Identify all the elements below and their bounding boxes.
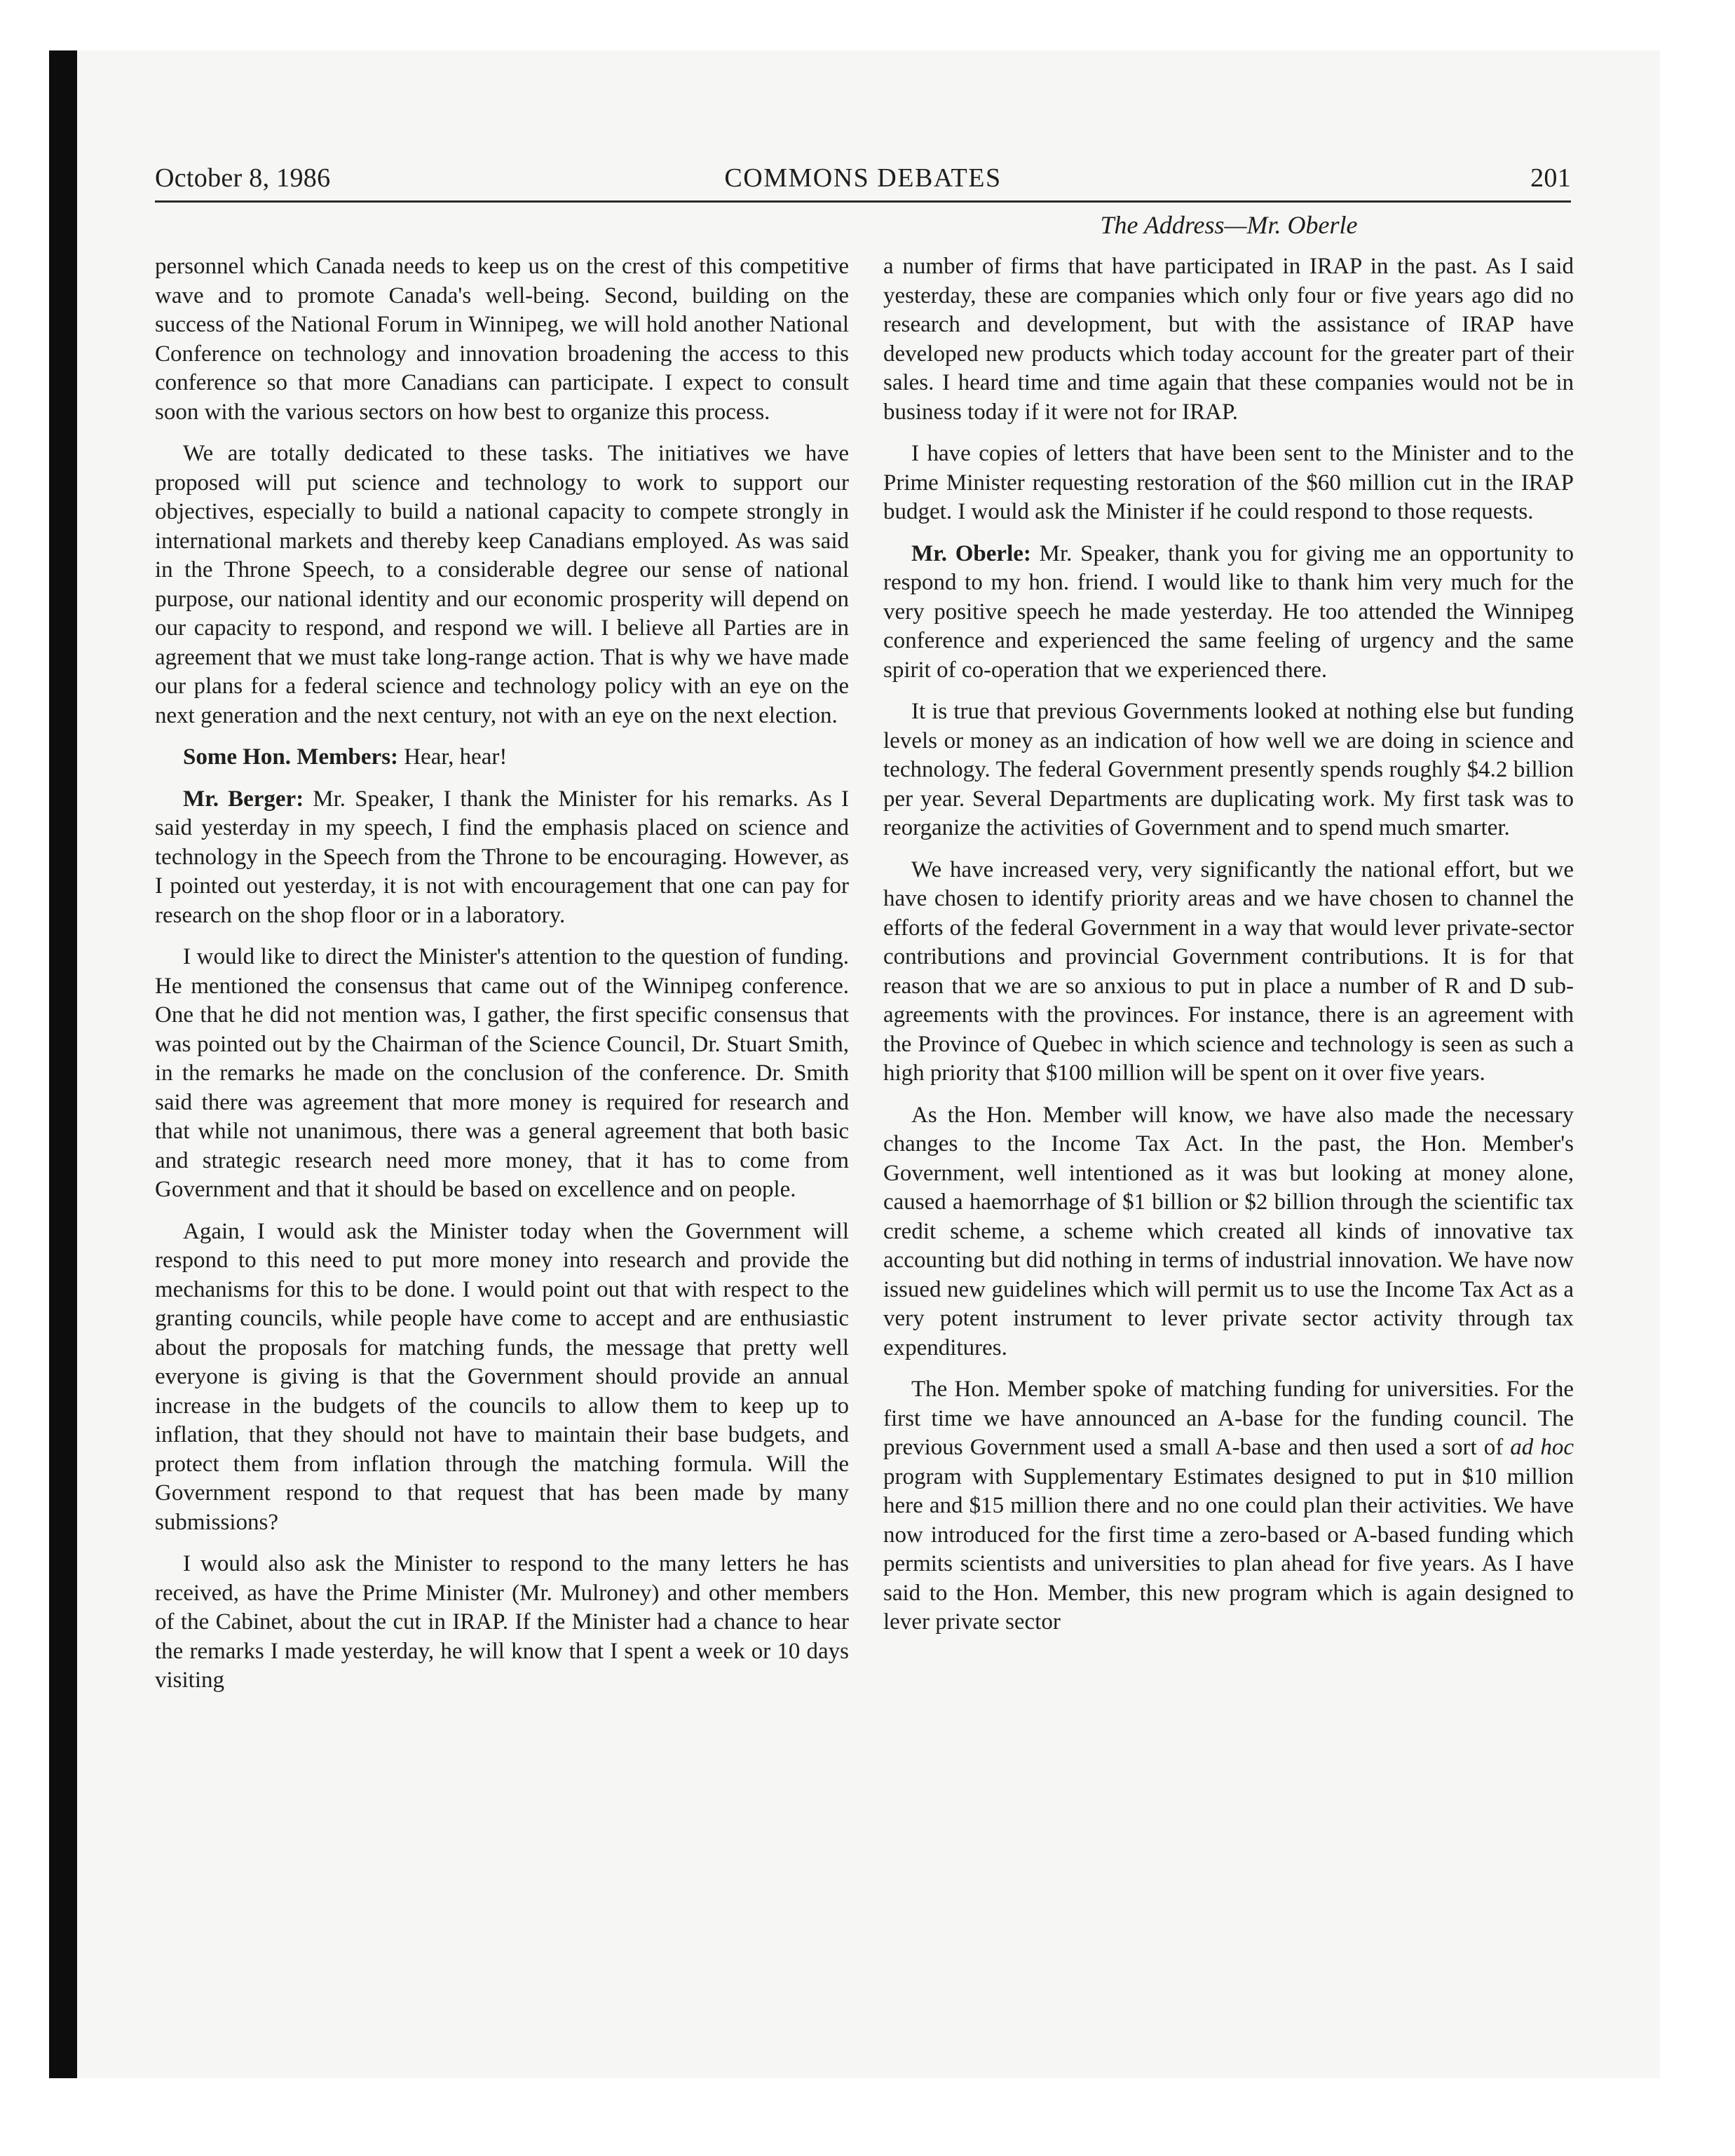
speech-text: program with Supplementary Estimates designed to put in $10 million here and $15 million there and no one could plan their activities. We have now introduced for the first time a zero-based or A-based funding which permits scientists and universities to plan ahead for five years. As I have said to the Hon. Member, this new program which is again designed to lever private sector bbox=[883, 1464, 1574, 1635]
page-header bbox=[155, 158, 1571, 203]
paragraph: We have increased very, very significantly the national effort, but we have chosen to identify priority areas and we have chosen to channel the efforts of the federal Government in a way that would lever private-sector contributions and provincial Government contributions. It is for that reason that we are so anxious to put in place a number of R and D sub-agreements with the provinces. For instance, there is an agreement with the Province of Quebec in which science and technology is seen as such a high priority that $100 million will be spent on it over five years. bbox=[883, 857, 1574, 1086]
paragraph bbox=[883, 1375, 1574, 1637]
paragraph: We are totally dedicated to these tasks. The initiatives we have proposed will put science and technology to work to support our objectives, especially to build a national capacity to compete strongly in international markets and thereby keep Canadians employed. As was said in the Throne Speech, to a considerable degree our sense of national purpose, our national identity and our economic prosperity will depend on our capacity to respond, and respond we will. I believe all Parties are in agreement that we must take long-range action. That is why we have made our plans for a federal science and technology policy with an eye on the next generation and the next century, not with an eye on the next election. bbox=[155, 441, 849, 728]
speech-text: Hear, hear! bbox=[398, 744, 508, 770]
header-date: October 8, 1986 bbox=[155, 163, 331, 193]
speaker-name: Mr. Oberle: bbox=[911, 540, 1031, 566]
paragraph: Again, I would ask the Minister today when the Government will respond to this need to put more money into research and provide the mechanisms for this to be done. I would point out that with respect to the granting councils, while people have come to accept and are enthusiastic about the proposals for matching funds, the message that pretty well everyone is giving is that the Government should provide an annual increase in the budgets of the councils to allow them to keep up to inflation, that they should not have to maintain their base budgets, and protect them from inflation through the matching formula. Will the Government respond to that request that has been made by many submissions? bbox=[155, 1218, 849, 1535]
paragraph: a number of firms that have participated in IRAP in the past. As I said yesterday, these are companies which only four or five years ago did no research and development, but with the assistance of IRAP have developed new products which today account for the greater part of their sales. I heard time and time again that these companies would not be in business today if it were not for IRAP. bbox=[883, 254, 1574, 425]
paragraph bbox=[883, 540, 1574, 685]
paragraph bbox=[155, 785, 849, 931]
paragraph: personnel which Canada needs to keep us on the crest of this competitive wave and to promote Canada's well-being. Second, building on the success of the National Forum in Winnipeg, we will hold another National Conference on technology and innovation broadening the access to this conference so that more Canadians can participate. I expect to consult soon with the various sectors on how best to organize this process. bbox=[155, 254, 849, 425]
paragraph: It is true that previous Governments looked at nothing else but funding levels or money as an indication of how well we are doing in science and technology. The federal Government presently spends roughly $4.2 billion per year. Several Departments are duplicating work. My first task was to reorganize the activities of Government and to spend much smarter. bbox=[883, 699, 1574, 840]
speech-text: The Hon. Member spoke of matching funding for universities. For the first time we have announced an A-base for the funding council. The previous Government used a small A-base and then used a sort of bbox=[883, 1377, 1574, 1460]
running-head bbox=[887, 210, 1571, 240]
speaker-name: Some Hon. Members: bbox=[183, 744, 399, 770]
speech-text: Mr. Speaker, thank you for giving me an opportunity to respond to my hon. friend. I would like to thank him very much for the very positive speech he made yesterday. He too attended the Winnipeg conference and experienced the same feeling of urgency and the same spirit of co-operation that we experienced there. bbox=[883, 540, 1574, 683]
left-column bbox=[155, 252, 849, 1708]
paragraph bbox=[155, 743, 849, 772]
header-page-number: 201 bbox=[1530, 163, 1571, 193]
running-head-speaker: Mr. Oberle bbox=[1246, 211, 1358, 239]
header-publication: COMMONS DEBATES bbox=[724, 163, 1002, 193]
paragraph: I would like to direct the Minister's attention to the question of funding. He mentioned the consensus that came out of the Winnipeg conference. One that he did not mention was, I gather, the first specific consensus that was pointed out by the Chairman of the Science Council, Dr. Stuart Smith, in the remarks he made on the conclusion of the conference. Dr. Smith said there was agreement that more money is required for research and that while not unanimous, there was a general agreement that both basic and strategic research need more money, that it has to come from Government and that it should be based on excellence and on people. bbox=[155, 944, 849, 1202]
running-head-prefix: The Address bbox=[1100, 211, 1225, 239]
italic-term: ad hoc bbox=[1510, 1435, 1574, 1460]
paragraph: I would also ask the Minister to respond to the many letters he has received, as have the Prime Minister (Mr. Mulroney) and other members of the Cabinet, about the cut in IRAP. If the Minister had a chance to hear the remarks I made yesterday, he will know that I spent a week or 10 days visiting bbox=[155, 1551, 849, 1693]
right-column bbox=[883, 252, 1574, 1650]
running-head-dash: — bbox=[1224, 211, 1247, 239]
paragraph: As the Hon. Member will know, we have also made the necessary changes to the Income Tax Act. In the past, the Hon. Member's Government, well intentioned as it was but looking at money alone, caused a haemorrhage of $1 billion or $2 billion through the scientific tax credit scheme, a scheme which created all kinds of innovative tax accounting but did nothing in terms of industrial innovation. We have now issued new guidelines which will permit us to use the Income Tax Act as a very potent instrument to lever private sector activity through tax expenditures. bbox=[883, 1102, 1574, 1360]
speaker-name: Mr. Berger: bbox=[183, 786, 304, 812]
scan-edge-bar bbox=[49, 50, 77, 2078]
paragraph: I have copies of letters that have been sent to the Minister and to the Prime Minister requesting restoration of the $60 million cut in the IRAP budget. I would ask the Minister if he could respond to those requests. bbox=[883, 441, 1574, 524]
speech-text: Mr. Speaker, I thank the Minister for his remarks. As I said yesterday in my speech, I find the emphasis placed on science and technology in the Speech from the Throne to be encouraging. However, as I pointed out yesterday, it is not with encouragement that one can pay for research on the shop floor or in a laboratory. bbox=[155, 786, 849, 928]
